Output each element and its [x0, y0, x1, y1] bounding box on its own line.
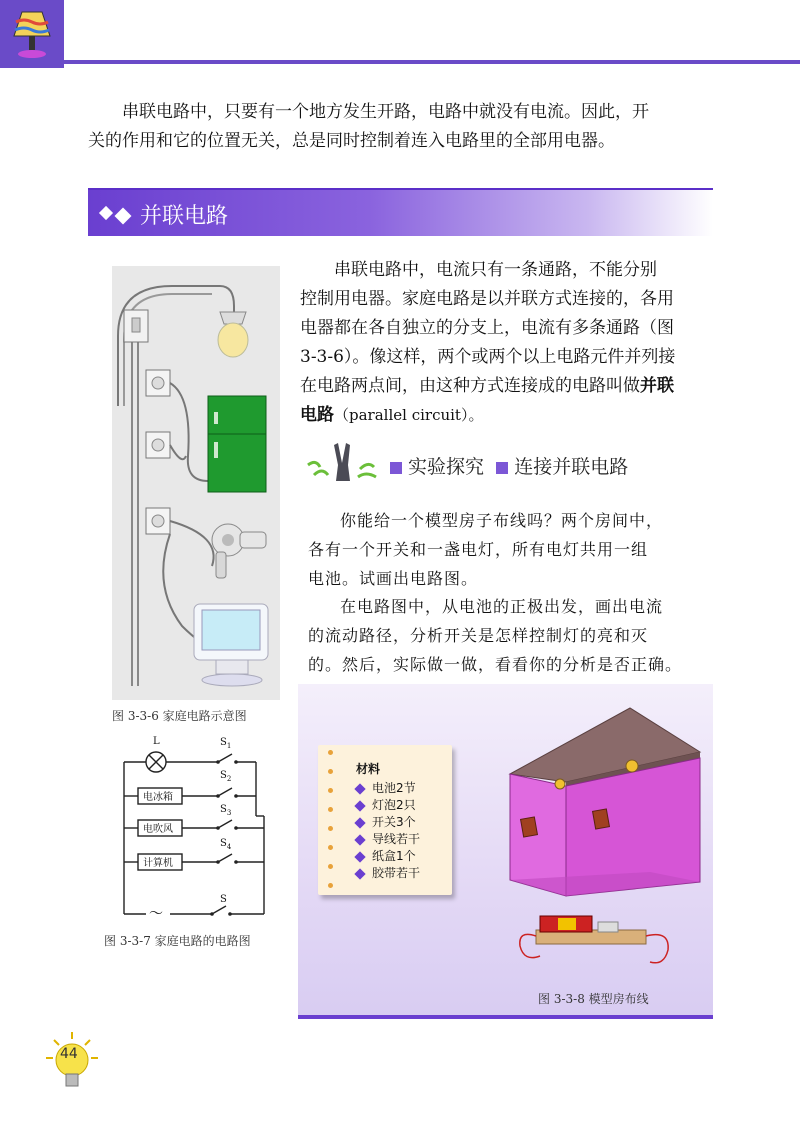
home-circuit-illustration: [112, 266, 280, 700]
lamp-logo-icon: [0, 0, 64, 68]
page-number: 44: [60, 1046, 78, 1062]
body-line: 串联电路中，电流只有一条通路，不能分别: [334, 260, 657, 280]
experiment-paragraph-1: [308, 506, 708, 593]
dryer-box-label: 电吹风: [143, 824, 173, 835]
body-line: 电器都在各自独立的分支上，电流有多条通路（图: [300, 318, 674, 338]
term-bold-b: 电路: [300, 405, 334, 425]
materials-item: 胶带若干: [356, 865, 420, 882]
parallel-circuit-diagram: [100, 732, 280, 932]
header-corner-block: [0, 0, 64, 68]
materials-title: 材料: [356, 762, 381, 776]
socket-2: [146, 432, 170, 458]
term-english: （parallel circuit）。: [334, 406, 484, 424]
switch-s2-label: $S_2$: [220, 770, 232, 783]
materials-item: 电池2节: [356, 780, 420, 797]
exp-line: 的。然后，实际做一做，看看你的分析是否正确。: [308, 655, 683, 674]
computer-monitor-icon: [194, 604, 268, 686]
materials-list: [356, 780, 420, 882]
body-line: [300, 401, 715, 430]
panel-bottom-rule: [298, 1015, 713, 1019]
experiment-paragraph-2: [308, 592, 708, 679]
diamond-bullet-icon: [354, 817, 365, 828]
materials-item: 开关3个: [356, 814, 420, 831]
exp-line: 在电路图中，从电池的正极出发，画出电流: [340, 597, 664, 616]
refrigerator-icon: [208, 396, 266, 492]
switch-s4-label: $S_4$: [220, 838, 232, 851]
ac-source-symbol: ～: [149, 906, 163, 922]
figure-caption-3-3-7: 图 3-3-7 家庭电路的电路图: [104, 934, 251, 948]
materials-item: 导线若干: [356, 831, 420, 848]
switch-s3-label: $S_3$: [220, 804, 232, 817]
exp-line: 各有一个开关和一盏电灯，所有电灯共用一组: [308, 540, 649, 559]
computer-box-label: 计算机: [143, 858, 173, 869]
body-line: 在电路两点间，由这种方式连接成的电路叫做并联: [300, 376, 674, 396]
switch-s1-label: $S_1$: [220, 737, 232, 750]
main-switch-label: S: [220, 894, 227, 905]
exp-line: 电池。试画出电路图。: [308, 569, 479, 588]
lamp-label: L: [153, 736, 160, 747]
diamond-bullet-icon: [354, 783, 365, 794]
diamond-bullet-icon: [354, 851, 365, 862]
parallel-circuit-paragraph: [300, 256, 715, 430]
body-line: 3-3-6）。像这样，两个或两个以上电路元件并列接: [300, 347, 676, 367]
hair-dryer-icon: [212, 524, 266, 578]
square-bullet-icon: [390, 462, 402, 474]
figure-caption-3-3-8: 图 3-3-8 模型房布线: [538, 992, 649, 1006]
body-line: 控制用电器。家庭电路是以并联方式连接的，各用: [300, 289, 674, 309]
materials-item: 纸盒1个: [356, 848, 420, 865]
socket-1: [146, 370, 170, 396]
note-binding-dots: [328, 750, 334, 902]
experiment-label: 实验探究: [408, 456, 485, 478]
household-wiring-illustration: [112, 266, 280, 700]
socket-3: [146, 508, 170, 534]
intro-paragraph: [88, 98, 713, 156]
experiment-heading: [390, 452, 628, 479]
diamond-bullet-icon: [354, 800, 365, 811]
experiment-hand-icon: [302, 437, 386, 483]
intro-line-1: 串联电路中，只要有一个地方发生开路，电路中就没有电流。因此，开: [122, 102, 649, 122]
experiment-title: 连接并联电路: [514, 456, 629, 478]
intro-line-2: 关的作用和它的位置无关，总是同时控制着连入电路里的全部用电器。: [88, 131, 615, 151]
fridge-box-label: 电冰箱: [143, 792, 173, 803]
diamond-bullet-icon: [354, 834, 365, 845]
model-house-illustration: [500, 700, 705, 980]
term-bold-a: 并联: [640, 376, 674, 396]
diamond-bullets-icon: [98, 205, 138, 225]
battery-board-icon: [520, 916, 668, 963]
exp-line: 的流动路径，分析开关是怎样控制灯的亮和灭: [308, 626, 649, 645]
figure-caption-3-3-6: 图 3-3-6 家庭电路示意图: [112, 709, 247, 723]
materials-item: 灯泡2只: [356, 797, 420, 814]
header-rule: [62, 60, 800, 64]
square-bullet-icon: [496, 462, 508, 474]
diamond-bullet-icon: [354, 868, 365, 879]
exp-line: 你能给一个模型房子布线吗？两个房间中，: [340, 511, 664, 530]
section-title: 并联电路: [140, 204, 229, 229]
